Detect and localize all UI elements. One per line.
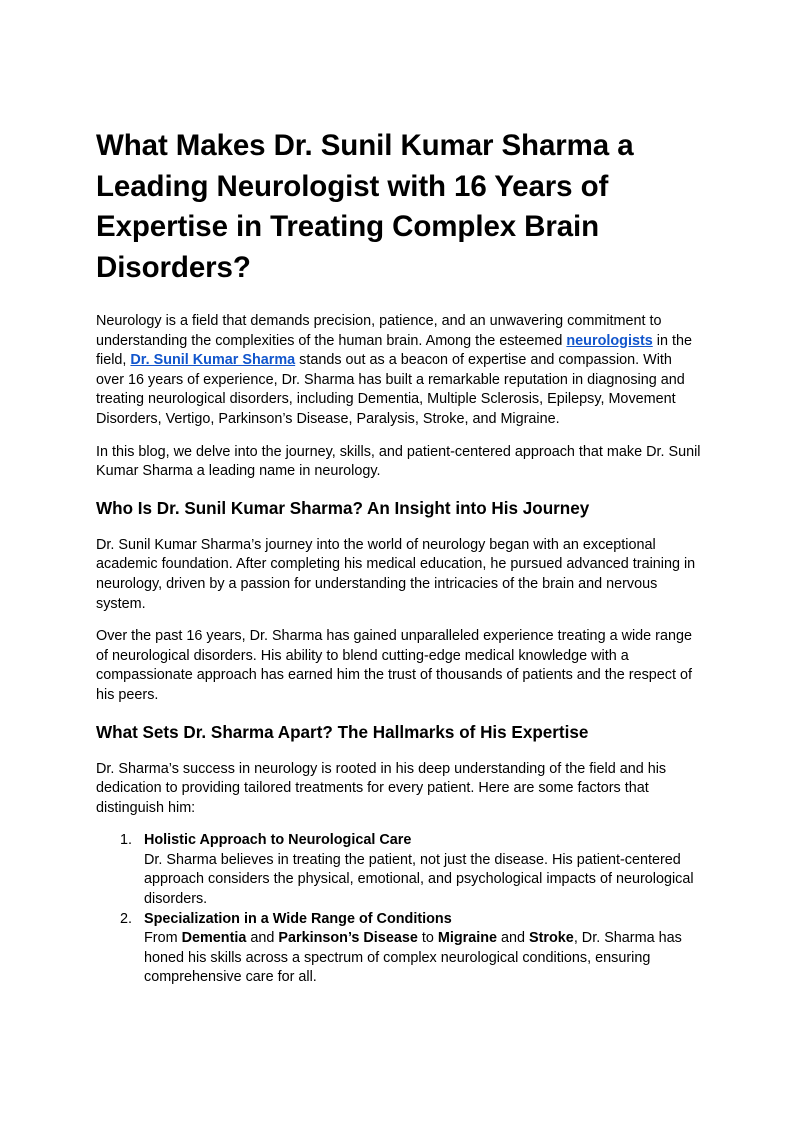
expertise-paragraph: Dr. Sharma’s success in neurology is rooted in his deep understanding of the field and his dedication to providing tailored treatments for every patient. Here are some factors that distinguish him: <box>96 760 667 816</box>
section-heading-expertise: What Sets Dr. Sharma Apart? The Hallmarks of His Expertise <box>96 722 589 742</box>
dr-sunil-kumar-sharma-link[interactable]: Dr. Sunil Kumar Sharma <box>130 352 296 369</box>
neurologists-link[interactable]: neurologists <box>566 332 653 349</box>
condition-migraine: Migraine <box>437 930 497 947</box>
journey-paragraph-2: Over the past 16 years, Dr. Sharma has gained unparalleled experience treating a wide range of neurological disorders. His ability to blend cutting-edge medical knowledge with a compassionate approach has earned him the trust of thousands of patients and the respect of his peers. <box>96 628 692 703</box>
body-text: to <box>417 930 438 947</box>
list-item-body <box>144 930 682 985</box>
list-item-title: Specialization in a Wide Range of Conditions <box>144 910 452 927</box>
list-item-body: Dr. Sharma believes in treating the patient, not just the disease. His patient-centered approach considers the physical, emotional, and psychological impacts of neurological disorders. <box>144 851 694 908</box>
intro-paragraph-1 <box>96 312 702 430</box>
condition-parkinsons: Parkinson’s Disease <box>278 930 418 947</box>
intro-text-c: stands out as a beacon of expertise and compassion. With over 16 years of experience, Dr. Sharma has built a remarkable reputation in diagnosing and treating neurological disorders, including Dementia, Multiple Sclerosis, Epilepsy, Movement Disorders, Vertigo, Parkinson’s Disease, Paralysis, Stroke, and Migraine. <box>96 352 685 427</box>
list-item-title: Holistic Approach to Neurological Care <box>144 832 412 849</box>
body-text: From <box>144 930 182 947</box>
list-item <box>120 910 702 988</box>
page-title: What Makes Dr. Sunil Kumar Sharma a Leading Neurologist with 16 Years of Expertise in Treating Complex Brain Disorders? <box>96 129 634 284</box>
body-text: , Dr. Sharma has honed his skills across a spectrum of complex neurological conditions, ensuring comprehensive care for all. <box>144 930 682 986</box>
condition-dementia: Dementia <box>181 930 247 947</box>
list-item-number: 2. <box>120 910 133 927</box>
condition-stroke: Stroke <box>529 930 574 947</box>
body-text: and <box>497 930 530 947</box>
intro-text-a: Neurology is a field that demands precision, patience, and an unwavering commitment to understanding the complexities of the human brain. Among the esteemed <box>96 313 662 349</box>
section-heading-journey: Who Is Dr. Sunil Kumar Sharma? An Insight into His Journey <box>96 498 590 518</box>
list-item <box>120 831 702 909</box>
document-page <box>96 126 702 988</box>
journey-paragraph-1: Dr. Sunil Kumar Sharma’s journey into the world of neurology began with an exceptional academic foundation. After completing his medical education, he pursued advanced training in neurology, driven by a passion for understanding the intricacies of the brain and nervous system. <box>96 536 696 612</box>
list-item-number: 1. <box>120 832 133 849</box>
intro-paragraph-2: In this blog, we delve into the journey, skills, and patient-centered approach that make Dr. Sunil Kumar Sharma a leading name in neurology. <box>96 443 701 480</box>
body-text: and <box>246 930 279 947</box>
expertise-list <box>96 831 702 988</box>
intro-text-b: in the field, <box>96 332 692 369</box>
